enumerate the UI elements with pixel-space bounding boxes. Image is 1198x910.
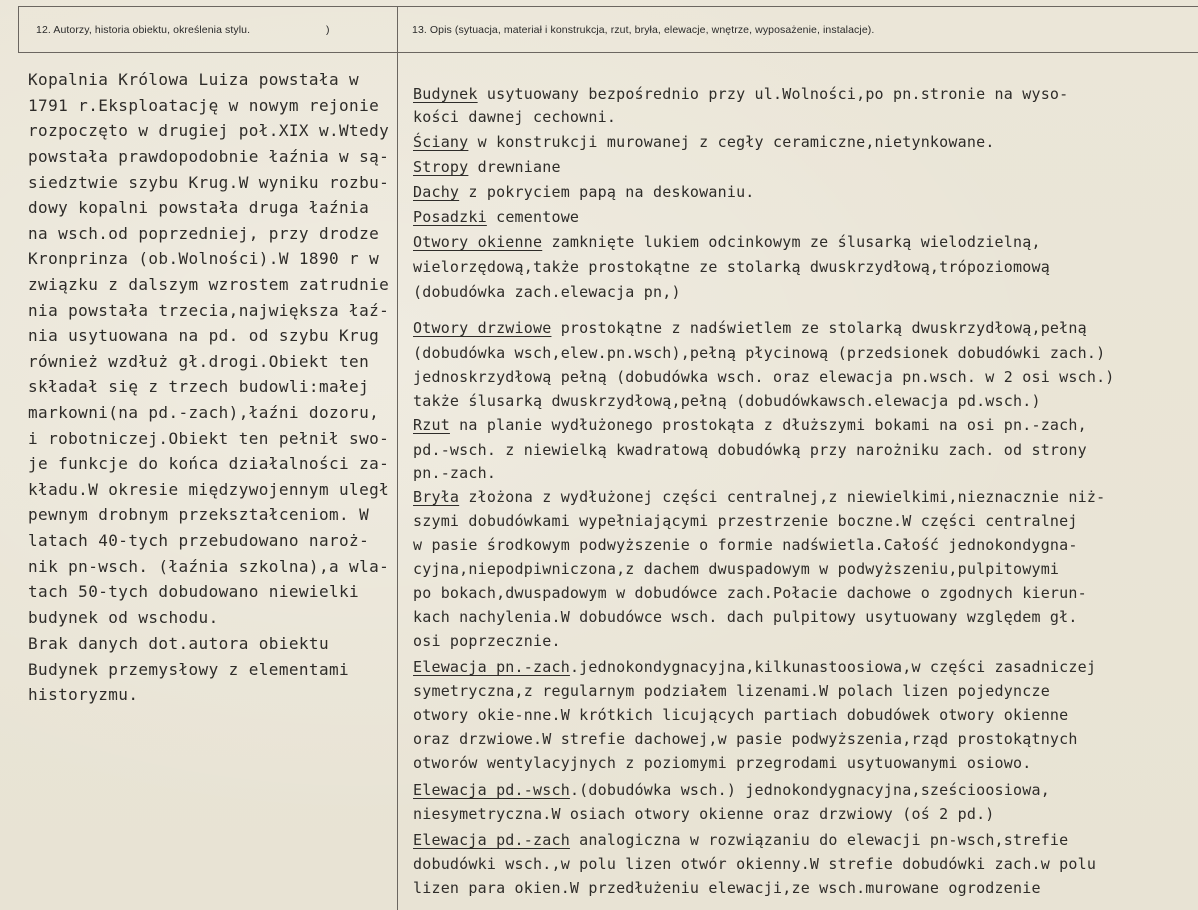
history-line: nia usytuowana na pd. od szybu Krug (28, 326, 380, 345)
line-text: cyjna,niepodpiwniczona,z dachem dwuspadowym w podwyższeniu,pulpitowymi (413, 560, 1060, 578)
history-line: związku z dalszym wzrostem zatrudnie (28, 275, 390, 294)
line-text: szymi dobudówkami wypełniającymi przestrzenie boczne.W części centralnej (413, 512, 1078, 530)
history-line: latach 40-tych przebudowano naroż- (28, 531, 370, 550)
line-text: .(dobudówka wsch.) jednokondygnacyjna,sześcioosiowa, (569, 781, 1050, 799)
section-label: Elewacja pd.-zach (413, 831, 570, 849)
history-line: dowy kopalni powstała druga łaźnia (28, 198, 370, 217)
description-line (413, 729, 1078, 749)
section-label: Ściany (413, 133, 469, 151)
history-line: historyzmu. (28, 685, 139, 704)
description-section-line (413, 84, 1068, 104)
line-text: cementowe (486, 208, 580, 226)
section-label: Rzut (413, 416, 450, 434)
description-line (413, 107, 616, 127)
history-line: Kopalnia Królowa Luiza powstała w (28, 70, 360, 89)
line-text: na planie wydłużonego prostokąta z dłuższymi bokami na osi pn.-zach, (449, 416, 1087, 434)
description-line (413, 705, 1068, 725)
line-text: otworów wentylacyjnych z poziomymi przegrodami usytuowanymi osiowo. (413, 754, 1032, 772)
history-line: składał się z trzech budowli:małej (28, 377, 370, 396)
section-label: Otwory drzwiowe (413, 319, 552, 337)
description-line (413, 257, 1050, 277)
column-divider (397, 6, 398, 910)
section-label: Posadzki (413, 208, 487, 226)
description-line (413, 440, 1087, 460)
line-text: z pokryciem papą na deskowaniu. (459, 183, 755, 201)
history-line: i robotniczej.Obiekt ten pełnił swo- (28, 429, 390, 448)
history-line: powstała prawdopodobnie łaźnia w są- (28, 147, 390, 166)
line-text: kości dawnej cechowni. (413, 108, 617, 126)
history-line: Brak danych dot.autora obiektu (28, 634, 329, 653)
description-line (413, 854, 1096, 874)
description-line (413, 878, 1041, 898)
line-text: dobudówki wsch.,w polu lizen otwór okienny.W strefie dobudówki zach.w polu (413, 855, 1097, 873)
line-text: oraz drzwiowe.W strefie dachowej,w pasie podwyższenia,rząd prostokątnych (413, 730, 1078, 748)
history-line: siedztwie szybu Krug.W wyniku rozbu- (28, 173, 390, 192)
line-text: kach nachylenia.W dobudówce wsch. dach pulpitowy usytuowany względem gł. (413, 608, 1078, 626)
description-line (413, 681, 1050, 701)
section-label: Budynek (413, 85, 478, 103)
line-text: w konstrukcji murowanej z cegły ceramiczne,nietynkowane. (468, 133, 995, 151)
history-line: Budynek przemysłowy z elementami (28, 660, 350, 679)
left-edge-rule (18, 6, 19, 53)
description-line (413, 535, 1078, 555)
history-line: Kronprinza (ob.Wolności).W 1890 r w (28, 249, 380, 268)
line-text: (dobudówka zach.elewacja pn,) (413, 283, 681, 301)
line-text: pn.-zach. (413, 464, 497, 482)
history-line: je funkcje do końca działalności za- (28, 454, 390, 473)
header-col-13: 13. Opis (sytuacja, materiał i konstrukcja, rzut, bryła, elewacje, wnętrze, wyposażenie, instalacje). (412, 24, 875, 36)
history-line: pewnym drobnym przekształceniom. W (28, 505, 370, 524)
line-text: usytuowany bezpośrednio przy ul.Wolności,po pn.stronie na wyso- (477, 85, 1069, 103)
description-section-line (413, 415, 1087, 435)
line-text: drewniane (468, 158, 561, 176)
section-label: Elewacja pn.-zach (413, 658, 570, 676)
description-line (413, 631, 561, 651)
description-section-line (413, 780, 1050, 800)
line-text: wielorzędową,także prostokątne ze stolarką dwuskrzydłową,trópoziomową (413, 258, 1050, 276)
description-line (413, 463, 496, 483)
line-text: zamknięte lukiem odcinkowym ze ślusarką wielodzielną, (542, 233, 1041, 251)
history-line: tach 50-tych dobudowano niewielki (28, 582, 360, 601)
section-label: Stropy (413, 158, 469, 176)
description-section-line (413, 657, 1096, 677)
description-section-line (413, 157, 561, 177)
description-line (413, 583, 1087, 603)
line-text: symetryczna,z regularnym podziałem lizenami.W polach lizen pojedyncze (413, 682, 1050, 700)
history-line: na wsch.od poprzedniej, przy drodze (28, 224, 380, 243)
description-line (413, 804, 995, 824)
description-section-line (413, 232, 1041, 252)
line-text: także ślusarką dwuskrzydłową,pełną (dobudówkawsch.elewacja pd.wsch.) (413, 392, 1041, 410)
description-line (413, 367, 1115, 387)
line-text: niesymetryczna.W osiach otwory okienne oraz drzwiowy (oś 2 pd.) (413, 805, 995, 823)
section-label: Elewacja pd.-wsch (413, 781, 570, 799)
description-section-line (413, 830, 1068, 850)
history-line: kładu.W okresie międzywojennym uległ (28, 480, 390, 499)
line-text: analogiczna w rozwiązaniu do elewacji pn-wsch,strefie (569, 831, 1069, 849)
description-section-line (413, 132, 995, 152)
line-text: pd.-wsch. z niewielką kwadratową dobudówką przy narożniku zach. od strony (413, 441, 1087, 459)
description-section-line (413, 318, 1087, 338)
description-section-line (413, 207, 579, 227)
history-line: 1791 r.Eksploatację w nowym rejonie (28, 96, 380, 115)
section-label: Bryła (413, 488, 460, 506)
description-line (413, 391, 1041, 411)
description-line (413, 343, 1105, 363)
line-text: złożona z wydłużonej części centralnej,z niewielkimi,nieznacznie niż- (459, 488, 1106, 506)
header-top-rule (18, 6, 1198, 7)
header-bottom-rule (18, 52, 1198, 53)
history-line: markowni(na pd.-zach),łaźni dozoru, (28, 403, 380, 422)
section-label: Otwory okienne (413, 233, 543, 251)
line-text: prostokątne z nadświetlem ze stolarką dwuskrzydłową,pełną (551, 319, 1087, 337)
description-line (413, 753, 1031, 773)
history-line: również wzdłuż gł.drogi.Obiekt ten (28, 352, 370, 371)
line-text: po bokach,dwuspadowym w dobudówce zach.Połacie dachowe o zgodnych kierun- (413, 584, 1087, 602)
section-label: Dachy (413, 183, 460, 201)
history-line: nia powstała trzecia,największa łaź- (28, 301, 390, 320)
history-line: nik pn-wsch. (łaźnia szkolna),a wla- (28, 557, 390, 576)
history-line: budynek od wschodu. (28, 608, 219, 627)
line-text: jednoskrzydłową pełną (dobudówka wsch. oraz elewacja pn.wsch. w 2 osi wsch.) (413, 368, 1115, 386)
description-section-line (413, 182, 755, 202)
line-text: (dobudówka wsch,elew.pn.wsch),pełną płycinową (przedsionek dobudówki zach.) (413, 344, 1106, 362)
line-text: otwory okie-nne.W krótkich licujących partiach dobudówek otwory okienne (413, 706, 1069, 724)
history-line: rozpoczęto w drugiej poł.XIX w.Wtedy (28, 121, 390, 140)
line-text: .jednokondygnacyjna,kilkunastoosiowa,w części zasadniczej (569, 658, 1097, 676)
description-line (413, 559, 1059, 579)
header-col-12: 12. Autorzy, historia obiektu, określenia stylu. (36, 24, 251, 36)
line-text: osi poprzecznie. (413, 632, 561, 650)
description-line (413, 607, 1078, 627)
description-section-line (413, 487, 1105, 507)
description-line (413, 511, 1078, 531)
description-line (413, 282, 681, 302)
line-text: lizen para okien.W przedłużeniu elewacji,ze wsch.murowane ogrodzenie (413, 879, 1041, 897)
line-text: w pasie środkowym podwyższenie o formie nadświetla.Całość jednokondygna- (413, 536, 1078, 554)
header-col-12-mark: ) (326, 24, 330, 36)
